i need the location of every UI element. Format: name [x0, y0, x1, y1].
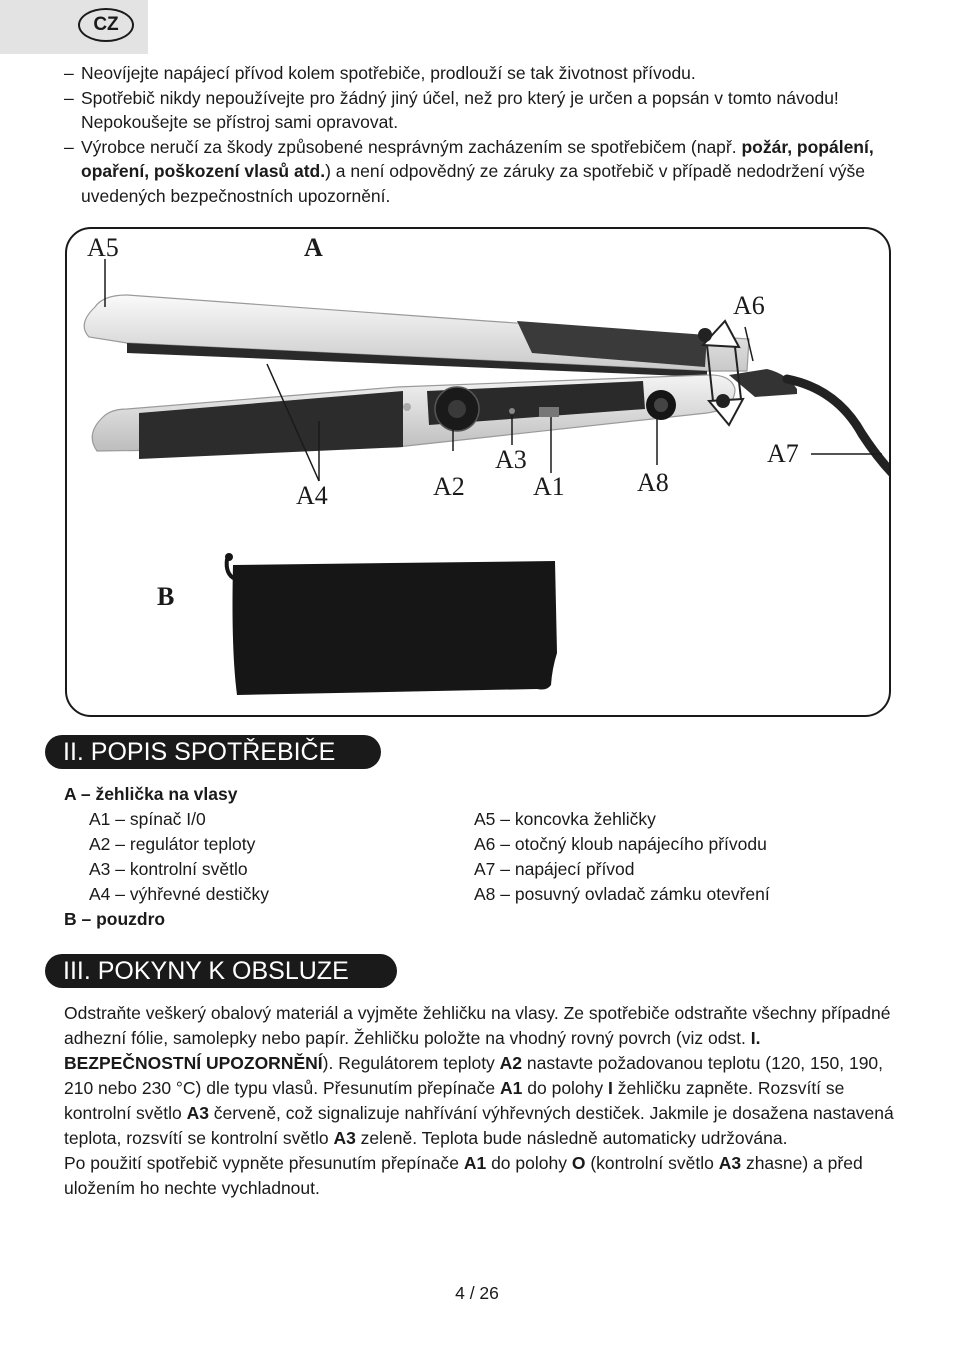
language-badge: CZ: [78, 8, 134, 42]
list-item: A8 – posuvný ovladač zámku otevření: [474, 884, 770, 904]
list-item: A5 – koncovka žehličky: [474, 809, 656, 829]
label-a8: A8: [637, 468, 669, 497]
indicator-light: [509, 408, 515, 414]
storage-pouch: [233, 561, 558, 695]
description-right-column: [474, 807, 894, 907]
label-a2: A2: [433, 472, 465, 501]
section-title-instructions: III. POKYNY K OBSLUZE: [45, 954, 397, 988]
list-item: A1 – spínač I/0: [89, 809, 206, 829]
hair-straightener-illustration: [67, 229, 891, 717]
warning-item: – Spotřebič nikdy nepoužívejte pro žádný jiný účel, než pro který je určen a popsán v tomto návodu! Nepokoušejte se přístroj sami opravovat.: [64, 87, 839, 132]
list-item: A2 – regulátor teploty: [89, 834, 256, 854]
label-a4: A4: [296, 481, 328, 510]
label-b: B: [157, 582, 175, 611]
product-figure: [65, 227, 891, 717]
power-switch: [539, 407, 559, 417]
section-title-description: II. POPIS SPOTŘEBIČE: [45, 735, 381, 769]
warning-item: – Výrobce neručí za škody způsobené nesprávným zacházením se spotřebičem (např. požár, popálení, opaření, poškození vlasů atd.) a není odpovědný ze záruky za spotřebič v případě nedodržení výše uvedených bezpečnostních upozornění.: [64, 136, 874, 206]
description-left-column: [64, 782, 444, 932]
page-number: 4 / 26: [455, 1283, 499, 1303]
label-a7: A7: [767, 439, 799, 468]
unlock-icon: [716, 394, 730, 408]
instructions-text: [64, 1001, 900, 1201]
list-item: A4 – výhřevné destičky: [89, 884, 269, 904]
group-a-heading: A – žehlička na vlasy: [64, 784, 238, 804]
instructions-paragraph: Po použití spotřebič vypněte přesunutím přepínače A1 do polohy O (kontrolní světlo A3 zhasne) a před uložením ho nechte vychladnout.: [64, 1153, 863, 1198]
label-a3: A3: [495, 445, 527, 474]
language-tab: [0, 0, 148, 54]
warnings-list: [64, 61, 904, 208]
list-item: A7 – napájecí přívod: [474, 859, 635, 879]
power-cord: [787, 379, 891, 474]
temperature-dial-center: [448, 400, 466, 418]
label-a5: A5: [87, 233, 119, 262]
warning-item: – Neovíjejte napájecí přívod kolem spotřebiče, prodlouží se tak životnost přívodu.: [64, 63, 696, 83]
label-a6: A6: [733, 291, 765, 320]
lock-icon: [698, 328, 712, 342]
list-item: A3 – kontrolní světlo: [89, 859, 248, 879]
group-b-heading: B – pouzdro: [64, 909, 166, 929]
list-item: A6 – otočný kloub napájecího přívodu: [474, 834, 767, 854]
instructions-paragraph: Odstraňte veškerý obalový materiál a vyjměte žehličku na vlasy. Ze spotřebiče odstraňte všechny případné adhezní fólie, samolepky nebo papír. Žehličku položte na vhodný rovný povrch (viz odst. I. BEZPEČNOSTNÍ UPOZORNĚNÍ). Regulátorem teploty A2 nastavte požadovanou teplotu (120, 150, 190, 210 nebo 230 °C) dle typu vlasů. Přesunutím přepínače A1 do polohy I žehličku zapněte. Rozsvítí se kontrolní světlo A3 červeně, což signalizuje nahřívání výhřevných destiček. Jakmile je dosažena nastavená teplota, rozsvítí se kontrolní světlo A3 zeleně. Teplota bude následně automaticky udržována.: [64, 1003, 894, 1148]
label-a1: A1: [533, 472, 565, 501]
label-a: A: [304, 233, 323, 262]
